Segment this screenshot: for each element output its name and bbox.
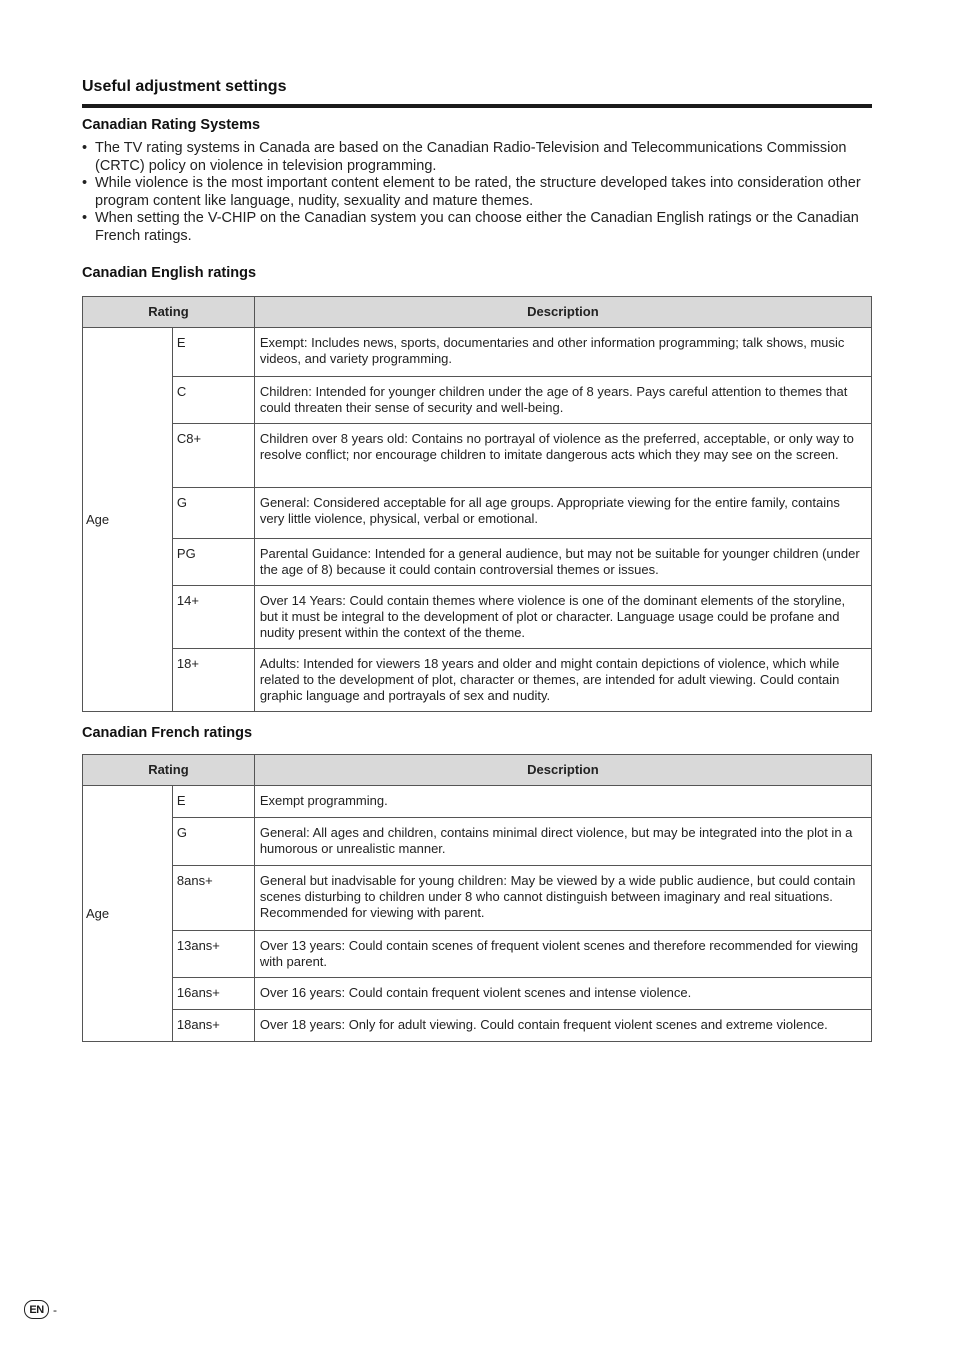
age-group-cell: Age [83,328,173,712]
rating-code: G [172,488,254,539]
rating-description: Children over 8 years old: Contains no portrayal of violence as the preferred, acceptable, or only way to resolve conflict; nor encourage children to imitate dangerous acts which they may see on the screen. [254,424,871,488]
english-ratings-table [82,296,872,712]
table-row [83,1010,872,1042]
rating-description: Parental Guidance: Intended for a general audience, but may not be suitable for younger children (under the age of 8) because it could contain controversial themes or issues. [254,539,871,586]
table-row [83,649,872,712]
rating-code: E [172,328,254,377]
bullet-icon: • [82,175,88,191]
rating-code: 18+ [172,649,254,712]
table-row [83,931,872,978]
rating-code: 14+ [172,586,254,649]
en-icon: EN [24,1300,49,1319]
description-column-header: Description [254,297,871,328]
french-ratings-table [82,754,872,1042]
rating-code: E [172,786,254,818]
rating-systems-bullets [82,140,872,245]
bullet-text: When setting the V-CHIP on the Canadian system you can choose either the Canadian English ratings or the Canadian French ratings. [95,210,859,244]
bullet-item [82,175,872,210]
title-divider [82,104,872,108]
age-group-cell: Age [83,786,173,1042]
table-row [83,818,872,866]
bullet-text: The TV rating systems in Canada are based on the Canadian Radio-Television and Telecommunications Commission (CRTC) policy on violence in television programming. [95,140,847,174]
table-row [83,866,872,931]
rating-code: PG [172,539,254,586]
page-title: Useful adjustment settings [82,78,287,95]
rating-description: Children: Intended for younger children under the age of 8 years. Pays careful attention to themes that could threaten their sense of security and well-being. [254,377,871,424]
bullet-icon: • [82,140,88,156]
rating-description: Exempt programming. [254,786,871,818]
rating-description: Over 14 Years: Could contain themes where violence is one of the dominant elements of the storyline, but it must be integral to the development of plot or character. Language usage could be profane and nudity present within the context of the theme. [254,586,871,649]
rating-description: Over 18 years: Only for adult viewing. Could contain frequent violent scenes and extreme violence. [254,1010,871,1042]
table-header-row [83,297,872,328]
rating-description: Over 16 years: Could contain frequent violent scenes and intense violence. [254,978,871,1010]
table-row [83,328,872,377]
language-badge [24,1300,57,1319]
rating-code: 16ans+ [172,978,254,1010]
rating-code: C [172,377,254,424]
table-row [83,586,872,649]
table-header-row [83,755,872,786]
table-row [83,424,872,488]
bullet-item [82,210,872,245]
french-ratings-heading: Canadian French ratings [82,725,253,741]
rating-code: C8+ [172,424,254,488]
page-number-separator: - [53,1302,57,1317]
rating-code: G [172,818,254,866]
table-row [83,488,872,539]
bullet-icon: • [82,210,88,226]
table-row [83,377,872,424]
rating-code: 13ans+ [172,931,254,978]
rating-description: General: Considered acceptable for all age groups. Appropriate viewing for the entire family, contains very little violence, physical, verbal or emotional. [254,488,871,539]
english-ratings-heading: Canadian English ratings [82,265,257,281]
rating-description: Exempt: Includes news, sports, documentaries and other information programming; talk shows, music videos, and variety programming. [254,328,871,377]
rating-description: General but inadvisable for young children: May be viewed by a wide public audience, but could contain scenes disturbing to children under 8 who cannot distinguish between imaginary and real situations. Recommended for viewing with parent. [254,866,871,931]
table-row [83,539,872,586]
table-row [83,786,872,818]
rating-code: 18ans+ [172,1010,254,1042]
rating-code: 8ans+ [172,866,254,931]
bullet-item [82,140,872,175]
table-row [83,978,872,1010]
bullet-text: While violence is the most important content element to be rated, the structure developed takes into consideration other program content like language, nudity, sexuality and mature themes. [95,175,861,209]
rating-description: Adults: Intended for viewers 18 years and older and might contain depictions of violence, which while related to the development of plot, character or themes, are intended for adult viewing. Could contain graphic language and portrayals of sex and nudity. [254,649,871,712]
rating-column-header: Rating [83,297,255,328]
rating-description: General: All ages and children, contains minimal direct violence, but may be integrated into the plot in a humorous or unrealistic manner. [254,818,871,866]
description-column-header: Description [254,755,871,786]
rating-column-header: Rating [83,755,255,786]
rating-systems-heading: Canadian Rating Systems [82,117,261,133]
rating-description: Over 13 years: Could contain scenes of frequent violent scenes and therefore recommended for viewing with parent. [254,931,871,978]
